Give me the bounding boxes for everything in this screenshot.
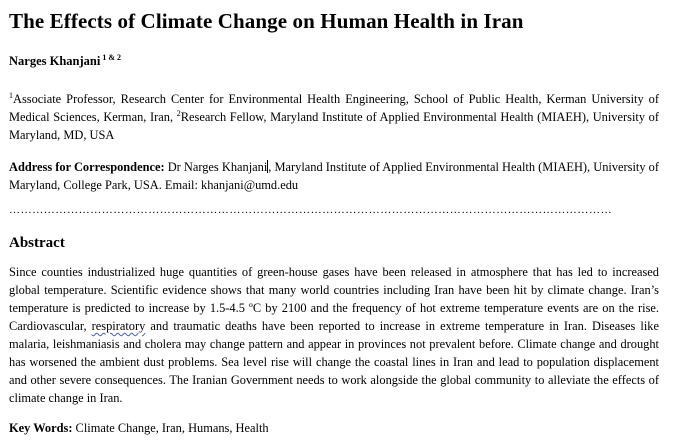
abstract-text-end: and traumatic deaths have been reported to increase in extreme temperature in Iran. Diseases like malaria, leishmaniasis and cholera may change pattern and appear in provinces not prevalent before. Climate change and drought has worsened the ambient dust problems. Sea level rise will change the coastal lines in Iran and lead to population displacement and other severe consequences. The Iranian Government needs to work alongside the global community to alleviate the effects of climate change in Iran.: [9, 319, 659, 405]
correspondence-label: Address for Correspondence:: [9, 160, 165, 174]
document-title: The Effects of Climate Change on Human Health in Iran: [9, 9, 524, 33]
abstract-paragraph: [9, 263, 659, 407]
keywords-line: [9, 421, 269, 436]
abstract-heading: Abstract: [9, 235, 65, 251]
spellcheck-flagged-word[interactable]: respiratory: [91, 319, 146, 333]
affiliations-paragraph: [9, 90, 659, 144]
keywords-label: Key Words:: [9, 421, 73, 435]
affiliation-mark-1: 1: [9, 91, 13, 100]
correspondence-text-end: , Maryland Institute of Applied Environmental Health (MIAEH), University of Maryland, College Park, USA. Email: khanjani@umd.edu: [9, 160, 659, 192]
affiliation-2-text: Research Fellow, Maryland Institute of Applied Environmental Health (MIAEH), University of Maryland, MD, USA: [9, 110, 660, 142]
abstract-text-start: Since counties industrialized huge quantities of green-house gases have been released in atmosphere that has led to increased global temperature. Scientific evidence shows that many world countries including Iran have been hit by climate change. Iran’s temperature is predicted to increase by 1.5-4.5 ºC by 2100 and the frequency of hot extreme temperature events are on the rise. Cardiovascular,: [9, 265, 659, 333]
author-affiliation-marks: 1 & 2: [102, 53, 121, 62]
dotted-separator: …………………………………………………………………………………………………………………………………………: [9, 204, 613, 216]
keywords-value: Climate Change, Iran, Humans, Health: [72, 421, 269, 435]
author-line: [9, 53, 121, 69]
author-name: Narges Khanjani: [9, 54, 101, 68]
affiliation-1-text: Associate Professor, Research Center for Environmental Health Engineering, School of Public Health, Kerman University of Medical Sciences, Kerman, Iran,: [9, 92, 659, 124]
correspondence-text-start: Dr Narges Khanjani: [164, 160, 268, 174]
correspondence-paragraph: [9, 158, 659, 194]
affiliation-mark-2: 2: [176, 109, 181, 118]
